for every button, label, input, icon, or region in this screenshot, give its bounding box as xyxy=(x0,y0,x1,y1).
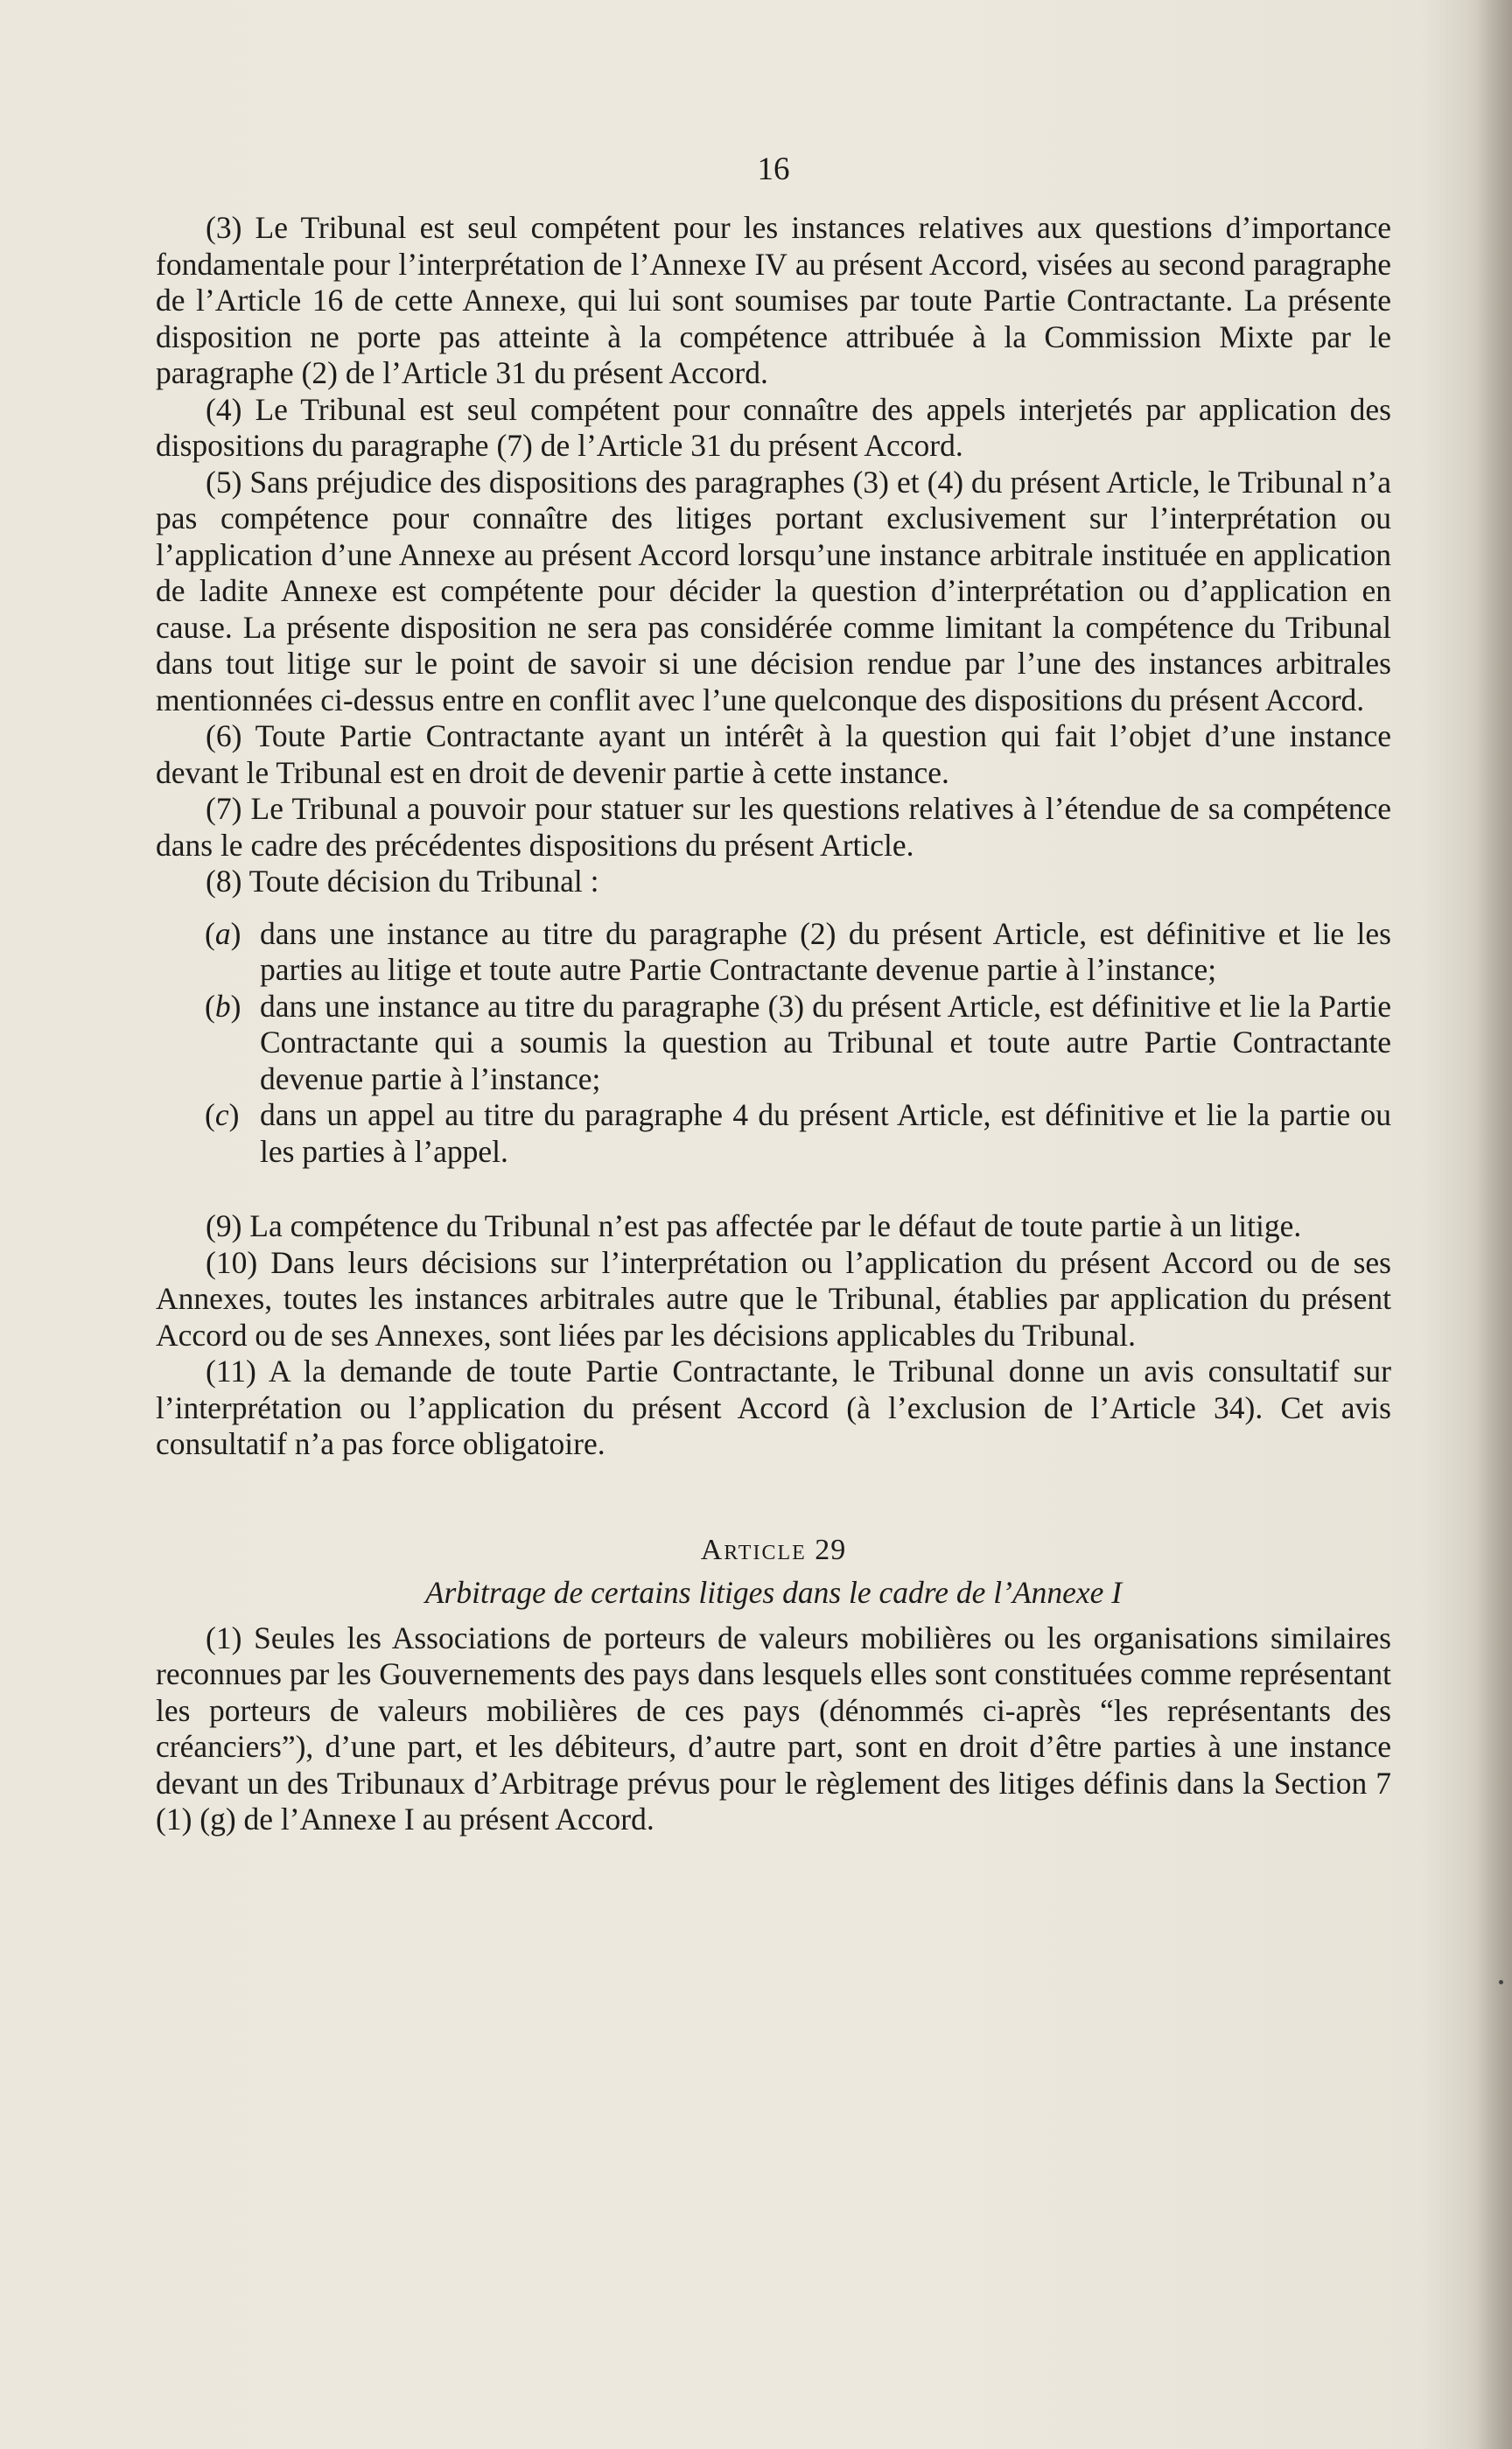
paragraph-6: (6) Toute Partie Contractante ayant un intérêt à la question qui fait l’objet d’une instance devant le Tribunal est en droit de devenir partie à cette instance. xyxy=(156,718,1391,790)
paragraph-5: (5) Sans préjudice des dispositions des paragraphes (3) et (4) du présent Article, le Tribunal n’a pas compétence pour connaître des litiges portant exclusivement sur l’interprétation ou l’application d’une Annexe au présent Accord lorsqu’une instance arbitrale instituée en application de ladite Annexe est compétente pour décider la question d’interprétation ou d’application en cause. La présente disposition ne sera pas considérée comme limitant la compétence du Tribunal dans tout litige sur le point de savoir si une décision rendue par l’une des instances arbitrales mentionnées ci-dessus entre en conflit avec l’une quelconque des dispositions du présent Accord. xyxy=(156,464,1391,717)
paragraph-7: (7) Le Tribunal a pouvoir pour statuer sur les questions relatives à l’étendue de sa compétence dans le cadre des précédentes dispositions du présent Article. xyxy=(156,791,1391,863)
list-item-b-text: dans une instance au titre du paragraphe (3) du présent Article, est définitive et lie la Partie Contractante qui a soumis la question au Tribunal et toute autre Partie Contractante devenue partie à l’instance; xyxy=(260,988,1391,1096)
paragraph-9: (9) La compétence du Tribunal n’est pas affectée par le défaut de toute partie à un litige. xyxy=(206,1208,1302,1243)
article-number: 29 xyxy=(815,1533,847,1566)
article-heading xyxy=(156,1531,1391,1570)
article-subtitle: Arbitrage de certains litiges dans le cadre de l’Annexe I xyxy=(424,1574,1123,1610)
paragraph-11: (11) A la demande de toute Partie Contractante, le Tribunal donne un avis consultatif sur l’interprétation ou l’application du présent Accord (à l’exclusion de l’Article 34). Cet avis consultatif n’a pas force obligatoire. xyxy=(156,1354,1391,1461)
paragraph-4: (4) Le Tribunal est seul compétent pour connaître des appels interjetés par application des dispositions du paragraphe (7) de l’Article 31 du présent Accord. xyxy=(156,391,1391,463)
list-item-c xyxy=(156,1097,1391,1170)
paragraph-8: (8) Toute décision du Tribunal : xyxy=(206,864,599,899)
list-item-a-text: dans une instance au titre du paragraphe (2) du présent Article, est définitive et lie les parties au litige et toute autre Partie Contractante devenue partie à l’instance; xyxy=(260,915,1391,987)
body-text xyxy=(156,210,1391,1838)
list-marker-a: (a) xyxy=(205,915,242,951)
list-marker-c: (c) xyxy=(205,1097,240,1132)
article-paragraph-1: (1) Seules les Associations de porteurs de valeurs mobilières ou les organisations similaires reconnues par les Gouvernements des pays dans lesquels elles sont constituées comme représentant les porteurs de valeurs mobilières de ces pays (dénommés ci-après “les représentants des créanciers”), d’une part, et les débiteurs, d’autre part, sont en droit d’être parties à une instance devant un des Tribunaux d’Arbitrage prévus pour le règlement des litiges définis dans la Section 7 (1) (g) de l’Annexe I au présent Accord. xyxy=(156,1620,1391,1837)
list-item-b xyxy=(156,989,1391,1098)
page-number: 16 xyxy=(757,151,790,187)
article-label: Article xyxy=(700,1533,807,1566)
margin-dot xyxy=(1499,1980,1503,1984)
page-edge-shadow xyxy=(1477,0,1512,2449)
paragraph-3: (3) Le Tribunal est seul compétent pour les instances relatives aux questions d’importance fondamentale pour l’interprétation de l’Annexe IV au présent Accord, visées au second paragraphe de l’Article 16 de cette Annexe, qui lui sont soumises par toute Partie Contractante. La présente disposition ne porte pas atteinte à la compétence attribuée à la Commission Mixte par le paragraphe (2) de l’Article 31 du présent Accord. xyxy=(156,210,1391,390)
list-item-a xyxy=(156,916,1391,989)
section-spacer xyxy=(156,1170,1391,1208)
paragraph-10: (10) Dans leurs décisions sur l’interprétation ou l’application du présent Accord ou de ses Annexes, toutes les instances arbitrales autre que le Tribunal, établies par application du présent Accord ou de ses Annexes, sont liées par les décisions applicables du Tribunal. xyxy=(156,1244,1391,1353)
decision-list xyxy=(156,916,1391,1171)
list-item-c-text: dans un appel au titre du paragraphe 4 du présent Article, est définitive et lie la partie ou les parties à l’appel. xyxy=(260,1097,1391,1169)
list-marker-b: (b) xyxy=(205,988,242,1024)
